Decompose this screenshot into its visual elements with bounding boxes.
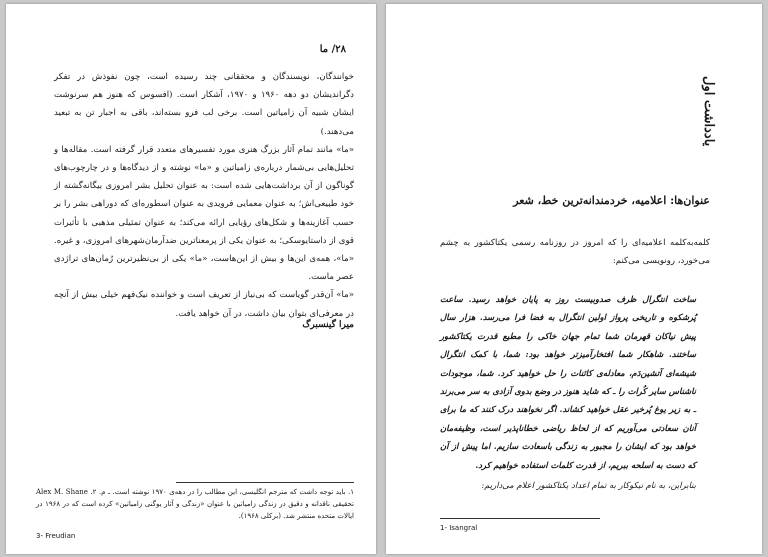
author-signature: میرا گینسبرگ: [302, 320, 354, 330]
intro-paragraph: کلمه‌به‌کلمه اعلامیه‌ای را که امروز در روزنامه رسمی یکتاکشور به چشم می‌خورد، رونویسی می‌کنم:: [440, 238, 710, 266]
footnotes: ۱. باید توجه داشت که مترجم انگلیسی، این مطالب را در دهه‌ی ۱۹۷۰ نوشته است. ـ م. ۲. Alex M. Shane تحقیقی ناقدانه و دقیق در زندگی زامیاتین با عنوان «زندگی و آثار یوگنی زامیاتین» کرده است که در ۱۹۶۸ در ایالات متحده منتشر شد. (برکلی ۱۹۶۸).: [36, 488, 354, 520]
proclamation-quote: ساخت انتگرال ظرف صدوبیست روز به پایان خواهد رسید. ساعت پُرشکوه و تاریخی پرواز اولین انتگرال به فضا فرا می‌رسد. هزار سال پیش نیاکان قهرمان شما تمام جهان خاکی را مطیع قدرت یکتاکشور ساختند. شاهکار شما افتخارآمیزتر خواهد بود: شما، با کمک انتگرال شیشه‌ای آتشین‌دَم، معادله‌ی کائنات را حل خواهید کرد. شما، موجودات ناشناس سایر کُرات را ـ که شاید هنوز در وضع بدوی آزادی به سر می‌برند ـ به زیر یوغ پُرخیر عقل خواهید کشاند. اگر نخواهند درک کنند که ما برای آنان سعادتی می‌آوریم که از لحاظ ریاضی خطاناپذیر است، وظیفه‌مان خواهد بود که ایشان را مجبور به زندگی باسعادت سازیم. اما پیش از آن که دست به اسلحه ببریم، از قدرت کلمات استفاده خواهیم کرد.: [440, 294, 696, 470]
body-text: [54, 68, 354, 323]
footnote-latin: 3- Freudian: [36, 532, 76, 540]
paragraph-3: «ما» آن‌قدر گویاست که بی‌نیاز از تعریف است و خواننده نیک‌فهم خیلی بیش از آنچه در معرفی‌ای بتوان بیان داشت، در آن خواهد یافت.: [54, 290, 354, 319]
paragraph-2: «ما» مانند تمام آثار بزرگ هنری مورد تفسیرهای متعدد قرار گرفته است. مقاله‌ها و تحلیل‌هایی بی‌شمار درباره‌ی زامیاتین و «ما» نوشته و از دیدگاه‌ها و در چارچوب‌های گوناگون از آن برداشت‌هایی شده است: به عنوان تحلیل بشر امروزی بیگانه‌گشته از خود طبیعی‌اش؛ به عنوان معمایی فرویدی به عنوان اسطوره‌ای که دوراهی بشر را بر حسب آغازینه‌ها و شکل‌های رؤیایی ارائه می‌کند؛ به عنوان تمثیلی مذهبی با تأثیرات قوی از داستایوسکی؛ به عنوان یکی از پرمعناترین ضدآرمان‌شهرهای امروزی، و غیره. «ما»، همه‌ی این‌ها و بیش از این‌هاست، «ما» یکی از بی‌نظیرترین رُمان‌های تراژدی عصر ماست.: [54, 144, 355, 283]
page-header: ۲۸/ ما: [319, 44, 346, 55]
right-page: [386, 4, 762, 554]
paragraph-1: خوانندگان، نویسندگان و محققانی چند رسیده است، چون نفوذش در تفکر دگراندیشان دو دهه ۱۹۶۰ و ۱۹۷۰، آشکار است. (افسوس که هنوز هم سرنوشت ایشان شبیه آن زامیاتین است. برخی لب فرو بسته‌اند، باقی به اجبار تن به تبعید می‌دهند.): [54, 72, 355, 137]
footnote-latin: 1- Isangral: [440, 524, 478, 532]
left-page: [6, 4, 376, 554]
closing-line: بنابراین، به نام نیکوکار به تمام اعداد یکتاکشور اعلام می‌داریم:: [481, 480, 696, 490]
footnote-divider: [176, 482, 354, 483]
chapter-title: یادداشت اول: [701, 75, 716, 146]
section-title: عنوان‌ها: اعلامیه، خردمندانه‌ترین خط، شعر: [513, 194, 710, 207]
footnote-divider: [440, 518, 600, 519]
